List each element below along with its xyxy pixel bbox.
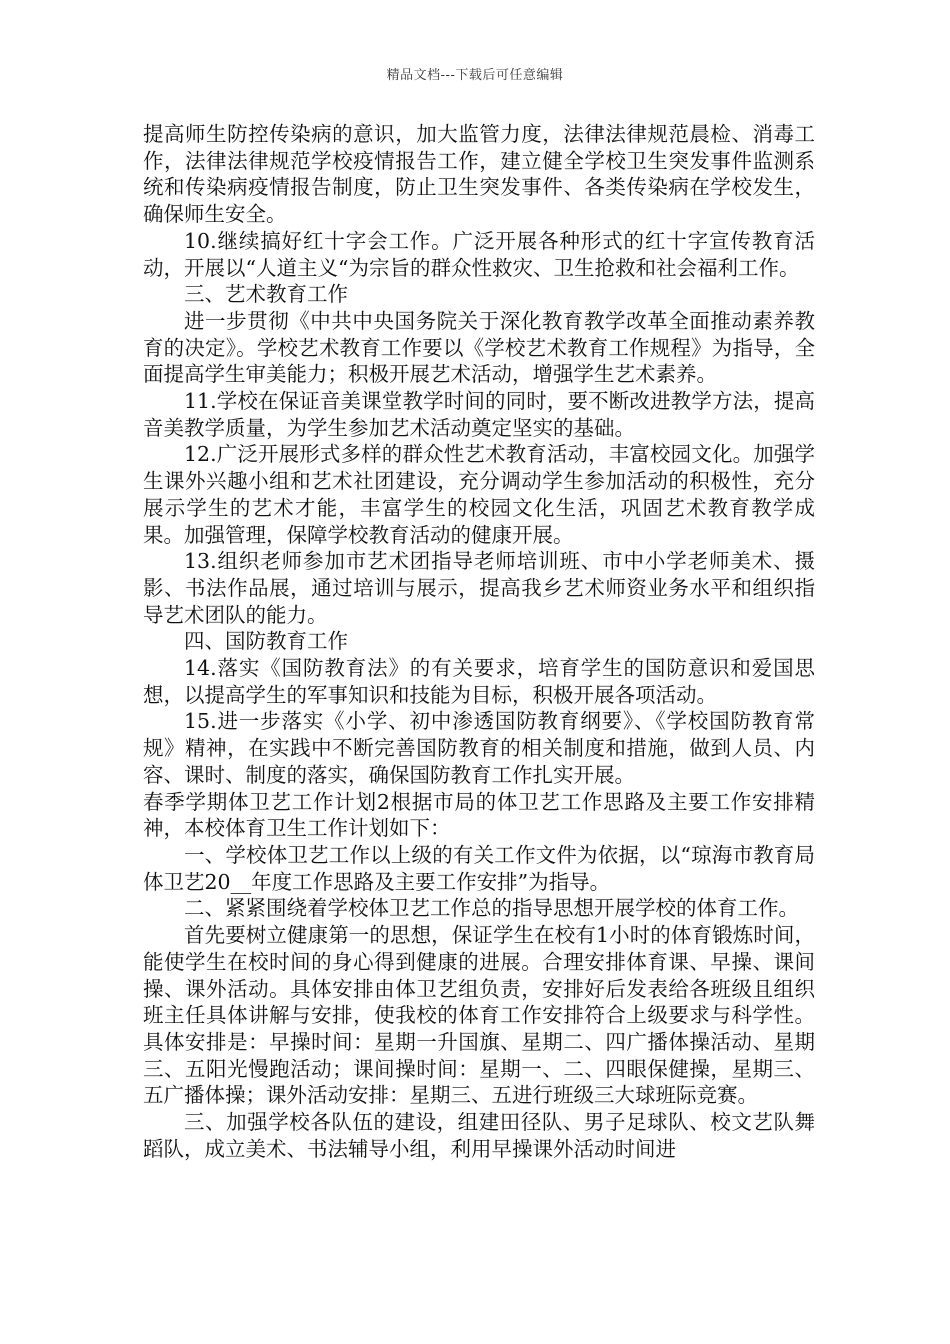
paragraph: 12.广泛开展形式多样的群众性艺术教育活动，丰富校园文化。加强学生课外兴趣小组和艺术社团建设，充分调动学生参加活动的积极性，充分展示学生的艺术才能，丰富学生的校园文化生活，巩固艺术教育教学成果。加强管理，保障学校教育活动的健康开展。 [143, 442, 815, 547]
paragraph: 进一步贯彻《中共中央国务院关于深化教育教学改革全面推动素养教育的决定》。学校艺术教育工作要以《学校艺术教育工作规程》为指导，全面提高学生审美能力；积极开展艺术活动，增强学生艺术素养。 [143, 308, 815, 387]
page-header: 精品文档---下载后可任意编辑 [386, 68, 564, 83]
paragraph: 二、紧紧围绕着学校体卫艺工作总的指导思想开展学校的体育工作。 [184, 896, 799, 921]
paragraph: 15.进一步落实《小学、初中渗透国防教育纲要》、《学校国防教育常规》精神，在实践中不断完善国防教育的相关制度和措施，做到人员、内容、课时、制度的落实，确保国防教育工作扎实开展。 [143, 709, 815, 787]
paragraph: 13.组织老师参加市艺术团指导老师培训班、市中小学老师美术、摄影、书法作品展，通过培训与展示，提高我乡艺术师资业务水平和组织指导艺术团队的能力。 [143, 549, 815, 627]
paragraph: 首先要树立健康第一的思想，保证学生在校有1小时的体育锻炼时间，能使学生在校时间的身心得到健康的进展。合理安排体育课、早操、课间操、课外活动。具体安排由体卫艺组负责，安排好后发表给各班级且组织班主任具体讲解与安排，使我校的体育工作安排符合上级要求与科学性。具体安排是：早操时间：星期一升国旗、星期二、四广播体操活动、星期三、五阳光慢跑活动；课间操时间：星期一、二、四眼保健操，星期三、五广播体操；课外活动安排：星期三、五进行班级三大球班际竞赛。 [143, 923, 815, 1108]
section-heading: 四、国防教育工作 [184, 629, 348, 654]
paragraph: 11.学校在保证音美课堂教学时间的同时，要不断改进教学方法，提高音美教学质量，为学生参加艺术活动奠定坚实的基础。 [143, 389, 815, 440]
section-heading: 三、艺术教育工作 [184, 282, 348, 307]
paragraph: 10.继续搞好红十字会工作。广泛开展各种形式的红十字宣传教育活动，开展以“人道主义“为宗旨的群众性救灾、卫生抢救和社会福利工作。 [143, 228, 815, 280]
paragraph: 春季学期体卫艺工作计划2根据市局的体卫艺工作思路及主要工作安排精神，本校体育卫生工作计划如下： [143, 789, 815, 841]
paragraph: 一、学校体卫艺工作以上级的有关工作文件为依据，以“琼海市教育局体卫艺20__年度工作思路及主要工作安排”为指导。 [143, 842, 815, 894]
paragraph: 14.落实《国防教育法》的有关要求，培育学生的国防意识和爱国思想，以提高学生的军事知识和技能为目标，积极开展各项活动。 [143, 656, 815, 707]
paragraph: 三、加强学校各队伍的建设，组建田径队、男子足球队、校文艺队舞蹈队，成立美术、书法辅导小组，利用早操课外活动时间进 [143, 1110, 815, 1161]
paragraph: 提高师生防控传染病的意识，加大监管力度，法律法律规范晨检、消毒工作，法律法律规范学校疫情报告工作，建立健全学校卫生突发事件监测系统和传染病疫情报告制度，防止卫生突发事件、各类传染病在学校发生，确保师生安全。 [143, 122, 815, 227]
document-body [143, 121, 815, 1162]
